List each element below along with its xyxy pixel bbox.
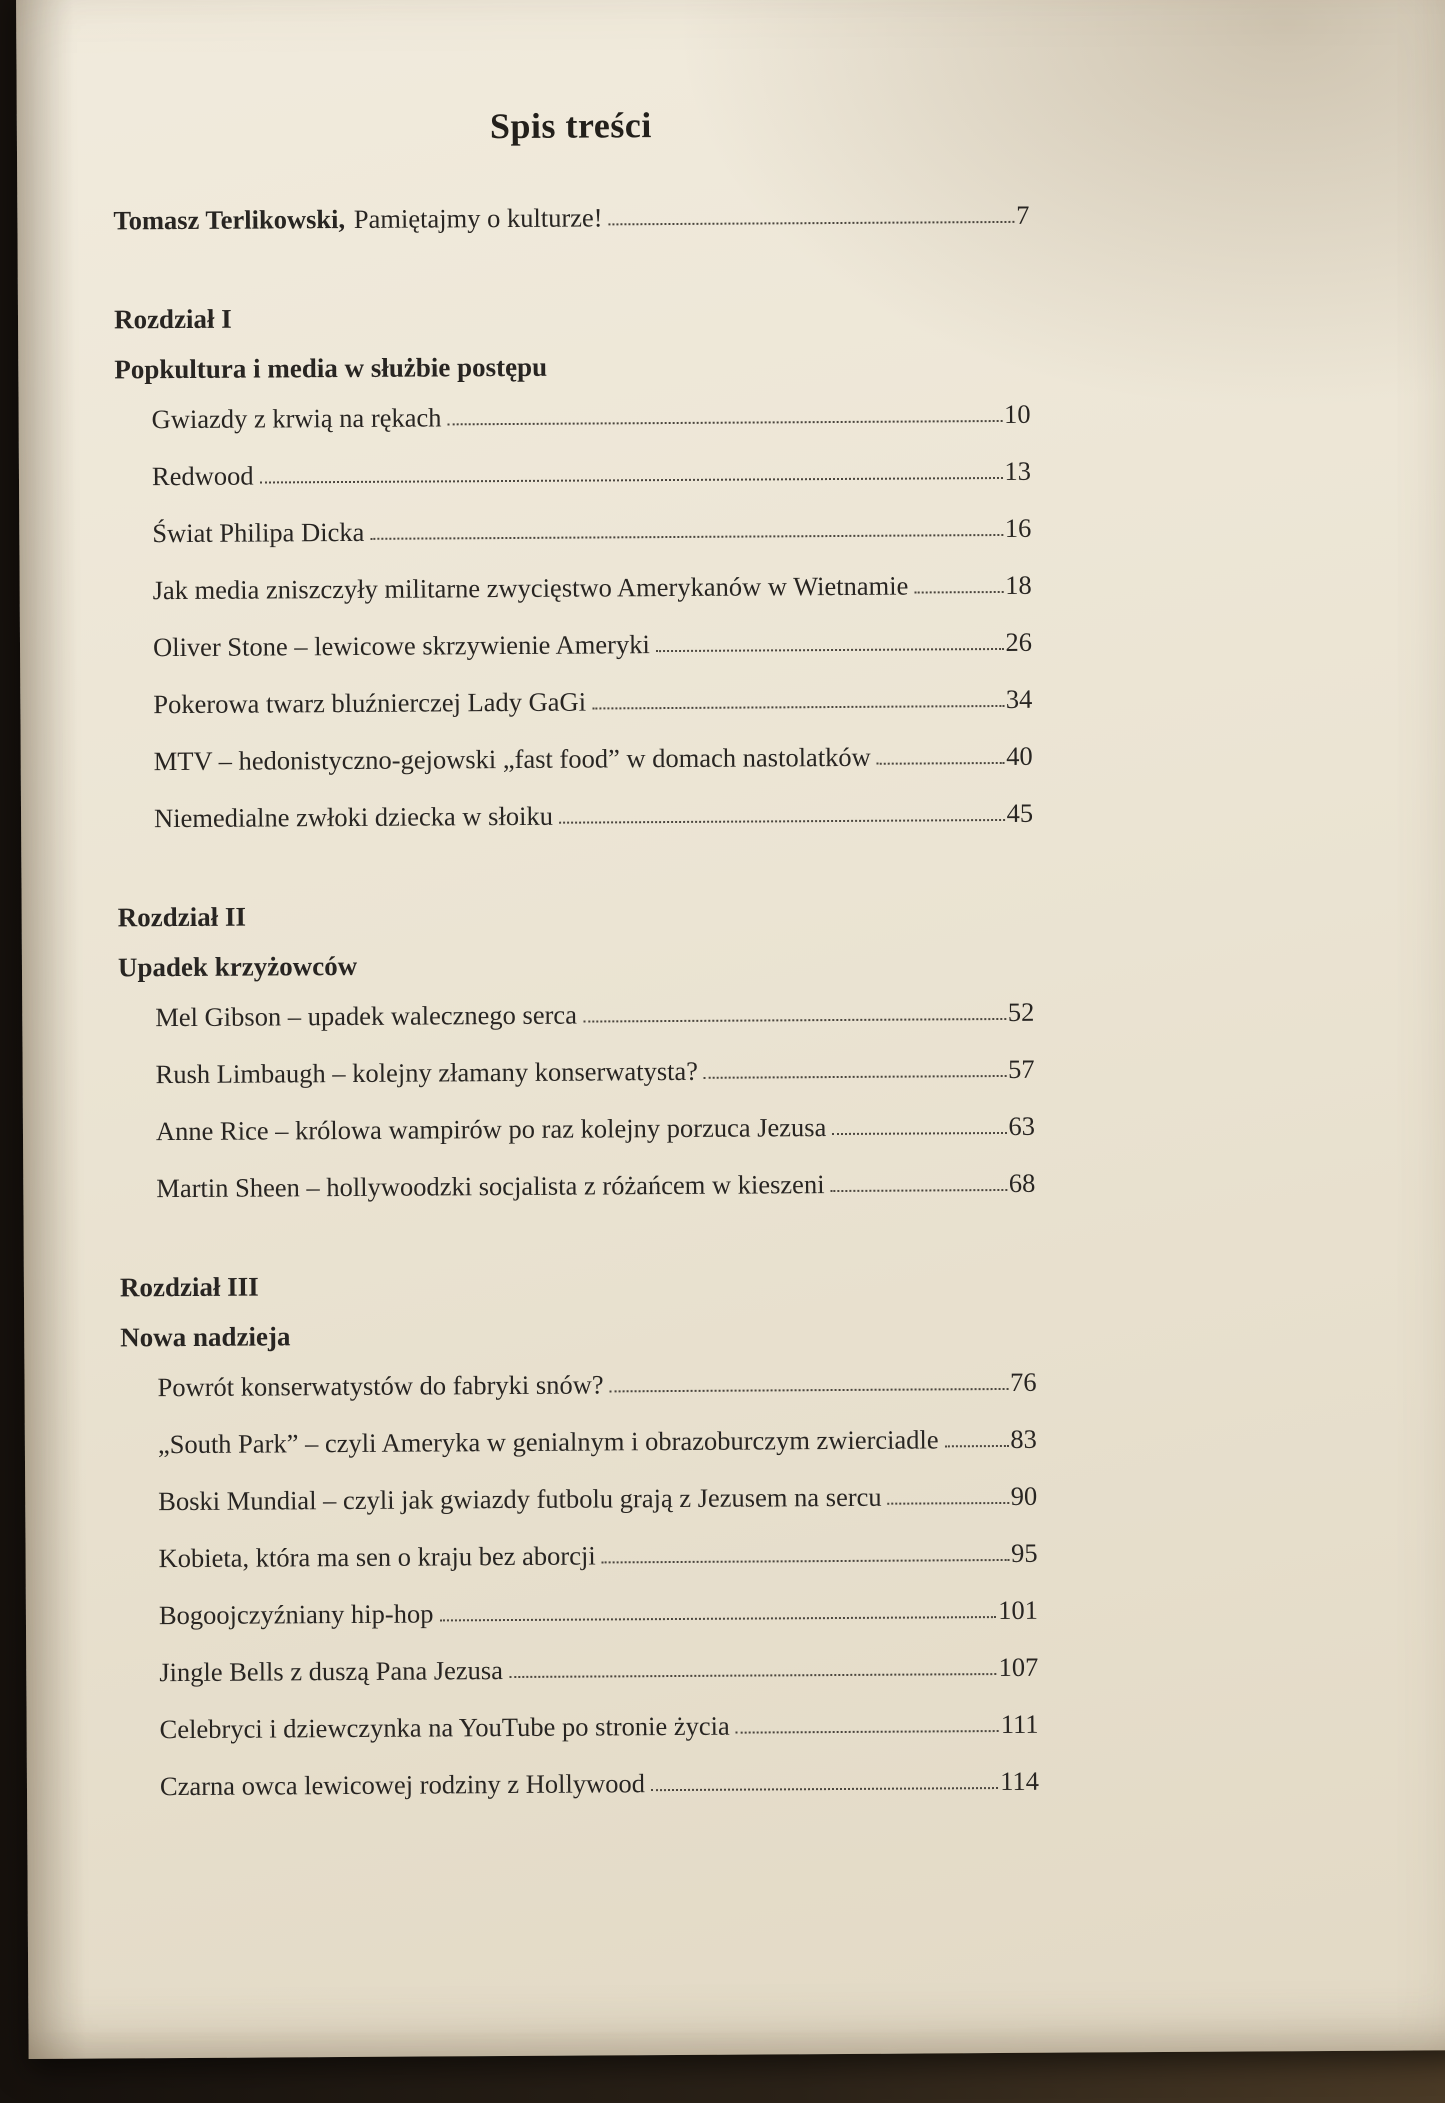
leader-dots — [509, 1673, 997, 1678]
page-number: 57 — [1008, 1053, 1035, 1084]
entry-list — [118, 985, 1035, 1219]
chapter-label: Rozdział III — [119, 1271, 259, 1303]
leader-dots — [651, 1787, 998, 1791]
book-page — [16, 0, 1445, 2059]
toc-preface-entry — [113, 188, 1029, 251]
leader-dots — [877, 762, 1004, 765]
toc-entry — [152, 444, 1031, 506]
chapter-title: Popkultura i media w służbie postępu — [114, 351, 548, 385]
page-number: 111 — [1000, 1708, 1039, 1740]
leader-dots — [583, 1018, 1006, 1023]
page-number: 7 — [1016, 199, 1030, 230]
leader-dots — [592, 705, 1004, 710]
leader-dots — [656, 648, 1004, 652]
entry-title: Anne Rice – królowa wampirów po raz kolejny porzuca Jezusa — [155, 1112, 827, 1147]
leader-dots — [260, 477, 1003, 484]
page-number: 68 — [1008, 1167, 1036, 1198]
entry-title: Rush Limbaugh – kolejny złamany konserwatysta? — [155, 1055, 699, 1090]
entry-title: Mel Gibson – upadek walecznego serca — [155, 999, 578, 1033]
page-number: 63 — [1008, 1110, 1036, 1141]
entry-title: Celebryci i dziewczynka na YouTube po stronie życia — [159, 1710, 730, 1745]
page-number: 45 — [1006, 797, 1034, 828]
leader-dots — [736, 1730, 999, 1734]
page-number: 18 — [1005, 569, 1032, 600]
toc-entry — [153, 558, 1032, 620]
page-number: 10 — [1004, 398, 1031, 429]
toc-entry — [151, 387, 1030, 449]
toc-entry — [158, 1526, 1037, 1588]
chapter-title: Nowa nadzieja — [120, 1321, 291, 1353]
page-number: 76 — [1009, 1366, 1037, 1397]
preface-work-title: Pamiętajmy o kulturze! — [353, 202, 603, 234]
page-number: 13 — [1004, 455, 1032, 486]
entry-list — [120, 1355, 1039, 1817]
page-title: Spis treści — [489, 105, 652, 147]
entry-title: Świat Philipa Dicka — [152, 516, 365, 549]
leader-dots — [945, 1445, 1009, 1447]
page-number: 16 — [1004, 512, 1032, 543]
leader-dots — [610, 1388, 1008, 1392]
toc-entry — [155, 985, 1034, 1047]
toc-entry — [155, 1042, 1034, 1104]
page-number: 95 — [1010, 1537, 1038, 1568]
entry-list — [114, 387, 1033, 849]
toc-entry — [159, 1640, 1038, 1702]
page-number: 107 — [998, 1651, 1039, 1683]
entry-title: Jak media zniszczyły militarne zwycięstwo Amerykanów w Wietnamie — [152, 570, 909, 606]
page-number: 52 — [1007, 996, 1035, 1027]
toc-section — [120, 1265, 1039, 1817]
toc-entry — [154, 786, 1033, 848]
toc-section — [118, 895, 1036, 1219]
leader-dots — [831, 1189, 1007, 1192]
leader-dots — [559, 819, 1005, 824]
table-of-contents — [113, 102, 1039, 1817]
entry-title: Kobieta, która ma sen o kraju bez aborcji — [158, 1540, 596, 1574]
leader-dots — [370, 534, 1003, 540]
leader-dots — [888, 1502, 1009, 1505]
entry-title: Redwood — [151, 460, 254, 492]
entry-title: Bogoojczyźniany hip-hop — [158, 1598, 434, 1631]
page-number: 26 — [1005, 626, 1033, 657]
entry-title: Jingle Bells z duszą Pana Jezusa — [159, 1655, 504, 1688]
entry-title: Boski Mundial – czyli jak gwiazdy futbolu grają z Jezusem na sercu — [158, 1481, 882, 1517]
entry-title: Pokerowa twarz bluźnierczej Lady GaGi — [153, 686, 587, 720]
page-number: 101 — [998, 1594, 1039, 1626]
entry-title: Martin Sheen – hollywoodzki socjalista z różańcem w kieszeni — [156, 1169, 825, 1204]
entry-title: Czarna owca lewicowej rodziny z Hollywood — [159, 1768, 645, 1802]
toc-entry — [159, 1697, 1038, 1759]
entry-title: „South Park” – czyli Ameryka w genialnym i obrazoburczym zwierciadle — [157, 1424, 939, 1460]
page-number: 34 — [1005, 683, 1033, 714]
toc-entry — [154, 729, 1033, 791]
toc-entry — [156, 1156, 1035, 1218]
toc-entry — [153, 672, 1032, 734]
entry-title: Gwiazdy z krwią na rękach — [151, 402, 442, 435]
toc-entry — [158, 1412, 1037, 1474]
toc-entry — [160, 1754, 1039, 1816]
leader-dots — [609, 221, 1015, 225]
leader-dots — [439, 1616, 996, 1621]
leader-dots — [704, 1075, 1006, 1079]
entry-title: Oliver Stone – lewicowe skrzywienie Ameryki — [152, 629, 650, 663]
leader-dots — [602, 1559, 1009, 1563]
entry-title: Powrót konserwatystów do fabryki snów? — [157, 1369, 604, 1403]
toc-entry — [157, 1355, 1036, 1417]
entry-title: MTV – hedonistyczno-gejowski „fast food” w domach nastolatków — [153, 741, 871, 777]
toc-entry — [158, 1469, 1037, 1531]
toc-entry — [153, 615, 1032, 677]
page-number: 114 — [1000, 1765, 1040, 1797]
page-number: 90 — [1010, 1480, 1038, 1511]
entry-title: Niemedialne zwłoki dziecka w słoiku — [153, 800, 554, 834]
leader-dots — [448, 420, 1003, 425]
preface-author: Tomasz Terlikowski, — [113, 203, 346, 236]
chapter-label: Rozdział I — [113, 303, 232, 335]
toc-section — [114, 297, 1033, 849]
toc-entry — [156, 1099, 1035, 1161]
page-number: 83 — [1010, 1423, 1037, 1454]
leader-dots — [832, 1132, 1006, 1135]
toc-entry — [159, 1583, 1038, 1645]
chapter-label: Rozdział II — [117, 901, 247, 933]
leader-dots — [914, 591, 1003, 594]
page-number: 40 — [1006, 740, 1033, 771]
chapter-title: Upadek krzyżowców — [117, 950, 358, 983]
toc-entry — [152, 501, 1031, 563]
